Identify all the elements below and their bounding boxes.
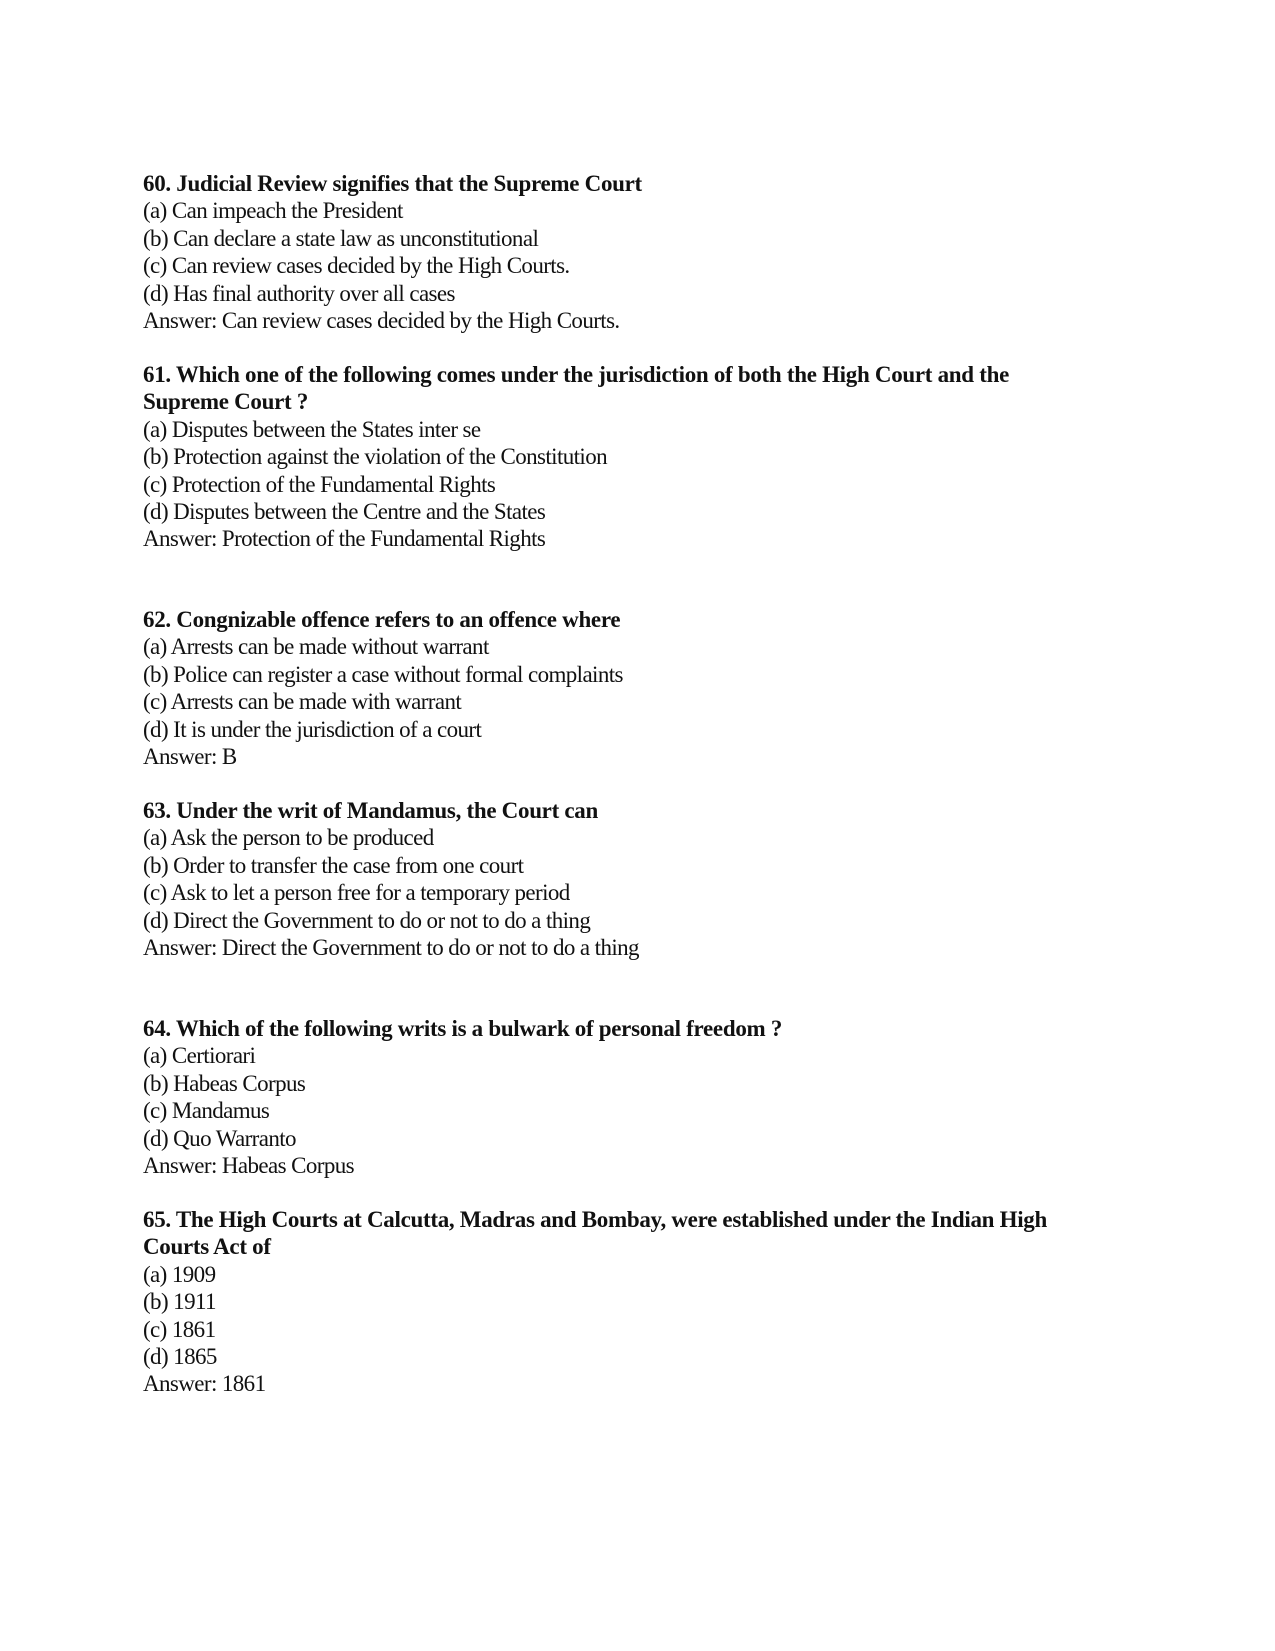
option-c: (c) 1861 (143, 1316, 216, 1342)
answer: Answer: 1861 (143, 1371, 266, 1397)
option-d: (d) 1865 (143, 1344, 217, 1370)
answer: Answer: Can review cases decided by the High Courts. (143, 308, 620, 334)
question-stem: 62. Congnizable offence refers to an offence where (143, 607, 621, 632)
answer: Answer: Direct the Government to do or not to do a thing (143, 935, 639, 961)
option-d: (d) Has final authority over all cases (143, 280, 455, 306)
question-64 (143, 1015, 1143, 1179)
option-b: (b) Can declare a state law as unconstitutional (143, 225, 539, 251)
question-63 (143, 797, 1143, 961)
option-a: (a) Ask the person to be produced (143, 825, 434, 851)
option-b: (b) 1911 (143, 1289, 216, 1315)
option-b: (b) Habeas Corpus (143, 1070, 306, 1096)
question-stem: 63. Under the writ of Mandamus, the Court can (143, 798, 599, 823)
question-61 (143, 361, 1143, 553)
option-d: (d) Quo Warranto (143, 1125, 296, 1151)
option-a: (a) Disputes between the States inter se (143, 416, 481, 442)
question-stem: 60. Judicial Review signifies that the Supreme Court (143, 171, 642, 196)
question-60 (143, 170, 1143, 334)
option-a: (a) Certiorari (143, 1043, 256, 1069)
option-b: (b) Protection against the violation of the Constitution (143, 444, 608, 470)
option-b: (b) Police can register a case without formal complaints (143, 661, 623, 687)
option-c: (c) Can review cases decided by the High Courts. (143, 253, 570, 279)
option-a: (a) Can impeach the President (143, 198, 403, 224)
option-a: (a) Arrests can be made without warrant (143, 634, 489, 660)
answer: Answer: Habeas Corpus (143, 1153, 354, 1179)
option-a: (a) 1909 (143, 1261, 216, 1287)
question-stem: 65. The High Courts at Calcutta, Madras and Bombay, were established under the Indian High Courts Act of (143, 1207, 1047, 1260)
option-c: (c) Mandamus (143, 1098, 270, 1124)
question-stem: 64. Which of the following writs is a bulwark of personal freedom ? (143, 1016, 783, 1041)
question-stem: 61. Which one of the following comes under the jurisdiction of both the High Court and the Supreme Court ? (143, 362, 1010, 415)
option-d: (d) It is under the jurisdiction of a court (143, 716, 482, 742)
option-c: (c) Arrests can be made with warrant (143, 689, 462, 715)
question-65 (143, 1206, 1143, 1398)
option-d: (d) Direct the Government to do or not to do a thing (143, 907, 591, 933)
option-c: (c) Protection of the Fundamental Rights (143, 471, 496, 497)
option-c: (c) Ask to let a person free for a temporary period (143, 880, 570, 906)
question-62 (143, 606, 1143, 770)
option-b: (b) Order to transfer the case from one court (143, 852, 524, 878)
answer: Answer: Protection of the Fundamental Rights (143, 526, 546, 552)
option-d: (d) Disputes between the Centre and the States (143, 499, 546, 525)
answer: Answer: B (143, 744, 237, 770)
